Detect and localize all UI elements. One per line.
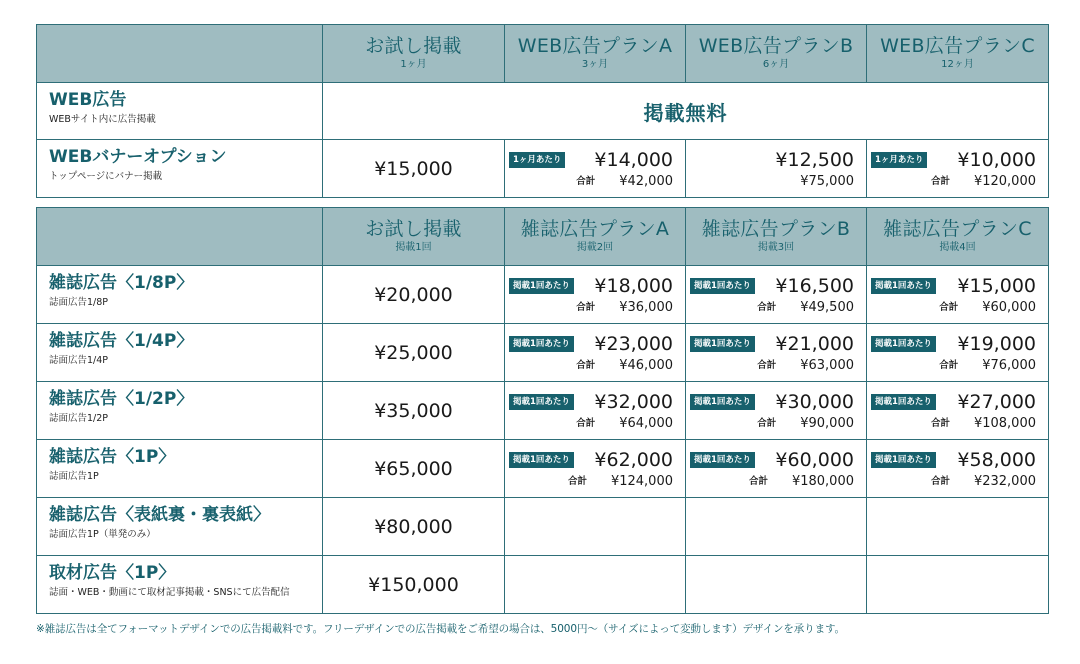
- row-title: 雑誌広告〈1/4P〉: [49, 331, 194, 351]
- plan-b-price-cell: [686, 266, 867, 324]
- header-trial: [323, 25, 505, 83]
- total-label: 合計: [939, 360, 959, 371]
- row-label: [37, 266, 323, 324]
- total-label: 合計: [576, 302, 596, 313]
- unit-price: ¥60,000: [775, 449, 854, 471]
- unit-price: ¥62,000: [594, 449, 673, 471]
- row-description: 誌面広告1P（単発のみ）: [49, 529, 156, 540]
- plan-b-price-cell: [686, 382, 867, 440]
- total-label: 合計: [930, 176, 950, 187]
- plan-c-price-cell: [867, 140, 1049, 198]
- row-description: 誌面広告1P: [49, 471, 99, 482]
- header-count: 掲載4回: [939, 242, 976, 253]
- total-price: ¥63,000: [800, 358, 854, 373]
- total-label: 合計: [576, 360, 596, 371]
- row-title: 雑誌広告〈1P〉: [49, 447, 176, 467]
- header-web-plan-c: [867, 25, 1049, 83]
- plan-c-price-cell: [867, 324, 1049, 382]
- unit-price: ¥58,000: [957, 449, 1036, 471]
- unit-price: ¥16,500: [775, 275, 854, 297]
- plan-c-price-cell: [867, 440, 1049, 498]
- table-row-magazine-1-8p: [37, 266, 1049, 324]
- header-count: 掲載2回: [576, 242, 614, 253]
- header-title: 雑誌広告プランB: [701, 218, 851, 240]
- table-row-magazine-cover: [37, 498, 1049, 556]
- header-title: WEB広告プランC: [880, 35, 1035, 57]
- row-label: [37, 556, 323, 614]
- unit-price: ¥32,000: [594, 391, 673, 413]
- total-price: ¥76,000: [982, 358, 1036, 373]
- table-row-magazine-1p: [37, 440, 1049, 498]
- row-title: WEBバナーオプション: [49, 147, 227, 167]
- unit-price: ¥12,500: [775, 149, 854, 171]
- row-label: [37, 498, 323, 556]
- header-title: 雑誌広告プランA: [520, 218, 670, 240]
- plan-b-price-cell: [686, 440, 867, 498]
- per-issue-badge: 掲載1回あたり: [690, 336, 755, 352]
- total-price: ¥64,000: [619, 416, 673, 431]
- unit-price: ¥30,000: [775, 391, 854, 413]
- header-duration: 12ヶ月: [941, 59, 974, 70]
- row-label: [37, 324, 323, 382]
- header-blank-cell: [37, 25, 323, 83]
- plan-a-price-cell: [505, 140, 686, 198]
- empty-cell: [867, 498, 1049, 556]
- header-blank-cell: [37, 208, 323, 266]
- plan-b-price-cell: [686, 324, 867, 382]
- total-price: ¥75,000: [800, 174, 854, 189]
- row-title: 雑誌広告〈1/8P〉: [49, 273, 194, 293]
- per-issue-badge: 掲載1回あたり: [509, 336, 574, 352]
- footnote: ※雑誌広告は全てフォーマットデザインでの広告掲載料です。フリーデザインでの広告掲載をご希望の場合は、5000円〜（サイズによって変動します）デザインを承ります。: [36, 623, 845, 635]
- total-price: ¥124,000: [610, 474, 673, 489]
- plan-a-price-cell: [505, 266, 686, 324]
- total-price: ¥49,500: [800, 300, 854, 315]
- total-label: 合計: [567, 476, 587, 487]
- row-description: トップページにバナー掲載: [49, 171, 163, 182]
- header-web-plan-a: [505, 25, 686, 83]
- total-label: 合計: [939, 302, 959, 313]
- table-row-interview-ad: [37, 556, 1049, 614]
- total-label: 合計: [576, 418, 596, 429]
- total-label: 合計: [576, 176, 596, 187]
- per-issue-badge: 掲載1回あたり: [690, 394, 755, 410]
- unit-price: ¥27,000: [957, 391, 1036, 413]
- plan-a-price-cell: [505, 440, 686, 498]
- total-price: ¥108,000: [973, 416, 1036, 431]
- plan-a-price-cell: [505, 382, 686, 440]
- plan-c-price-cell: [867, 382, 1049, 440]
- web-table-header-row: [37, 25, 1049, 83]
- header-magazine-plan-a: [505, 208, 686, 266]
- per-issue-badge: 掲載1回あたり: [509, 278, 574, 294]
- total-price: ¥36,000: [619, 300, 673, 315]
- total-label: 合計: [930, 418, 950, 429]
- empty-cell: [686, 556, 867, 614]
- row-label: [37, 440, 323, 498]
- header-duration: 1ヶ月: [400, 59, 427, 70]
- unit-price: ¥10,000: [957, 149, 1036, 171]
- per-issue-badge: 掲載1回あたり: [690, 278, 755, 294]
- row-title: 雑誌広告〈1/2P〉: [49, 389, 194, 409]
- empty-cell: [505, 498, 686, 556]
- header-duration: 6ヶ月: [762, 59, 790, 70]
- header-magazine-plan-b: [686, 208, 867, 266]
- header-web-plan-b: [686, 25, 867, 83]
- row-description: WEBサイト内に広告掲載: [49, 114, 156, 125]
- magazine-table-header-row: [37, 208, 1049, 266]
- trial-price: ¥80,000: [323, 498, 505, 556]
- total-label: 合計: [757, 418, 777, 429]
- header-title: WEB広告プランA: [517, 35, 673, 57]
- empty-cell: [505, 556, 686, 614]
- header-count: 掲載3回: [757, 242, 795, 253]
- unit-price: ¥21,000: [775, 333, 854, 355]
- unit-price: ¥23,000: [594, 333, 673, 355]
- per-issue-badge: 掲載1回あたり: [871, 394, 936, 410]
- header-title: お試し掲載: [365, 35, 462, 57]
- trial-price: ¥20,000: [323, 266, 505, 324]
- header-title: お試し掲載: [365, 218, 462, 240]
- per-issue-badge: 掲載1回あたり: [509, 394, 574, 410]
- empty-cell: [686, 498, 867, 556]
- row-title: 雑誌広告〈表紙裏・裏表紙〉: [49, 505, 270, 525]
- total-price: ¥90,000: [800, 416, 854, 431]
- table-row-web-ad: [37, 83, 1049, 140]
- row-label: [37, 140, 323, 198]
- header-trial: [323, 208, 505, 266]
- row-description: 誌面広告1/8P: [49, 297, 109, 308]
- total-price: ¥180,000: [791, 474, 854, 489]
- empty-cell: [867, 556, 1049, 614]
- total-price: ¥232,000: [973, 474, 1036, 489]
- plan-c-price-cell: [867, 266, 1049, 324]
- per-month-badge: 1ヶ月あたり: [509, 152, 565, 168]
- total-label: 合計: [930, 476, 950, 487]
- free-listing-cell: 掲載無料: [323, 83, 1049, 140]
- table-row-magazine-1-4p: [37, 324, 1049, 382]
- per-issue-badge: 掲載1回あたり: [871, 452, 936, 468]
- total-label: 合計: [757, 360, 777, 371]
- trial-price: ¥35,000: [323, 382, 505, 440]
- header-title: 雑誌広告プランC: [883, 218, 1032, 240]
- per-issue-badge: 掲載1回あたり: [871, 278, 936, 294]
- total-label: 合計: [748, 476, 768, 487]
- total-label: 合計: [757, 302, 777, 313]
- trial-price: ¥25,000: [323, 324, 505, 382]
- header-magazine-plan-c: [867, 208, 1049, 266]
- header-count: 掲載1回: [395, 242, 432, 253]
- row-title: WEB広告: [49, 90, 127, 110]
- per-issue-badge: 掲載1回あたり: [871, 336, 936, 352]
- row-title: 取材広告〈1P〉: [49, 563, 176, 583]
- row-label: [37, 83, 323, 140]
- unit-price: ¥19,000: [957, 333, 1036, 355]
- per-issue-badge: 掲載1回あたり: [690, 452, 755, 468]
- row-label: [37, 382, 323, 440]
- total-price: ¥120,000: [973, 174, 1036, 189]
- per-month-badge: 1ヶ月あたり: [871, 152, 927, 168]
- trial-price: ¥150,000: [323, 556, 505, 614]
- row-description: 誌面・WEB・動画にて取材記事掲載・SNSにて広告配信: [49, 587, 290, 598]
- web-ad-price-table: [36, 24, 1049, 198]
- table-row-web-banner: [37, 140, 1049, 198]
- trial-price: ¥15,000: [323, 140, 505, 198]
- trial-price: ¥65,000: [323, 440, 505, 498]
- per-issue-badge: 掲載1回あたり: [509, 452, 574, 468]
- row-description: 誌面広告1/4P: [49, 355, 109, 366]
- row-description: 誌面広告1/2P: [49, 413, 109, 424]
- header-title: WEB広告プランB: [698, 35, 854, 57]
- total-price: ¥42,000: [619, 174, 673, 189]
- total-price: ¥46,000: [619, 358, 673, 373]
- unit-price: ¥18,000: [594, 275, 673, 297]
- plan-a-price-cell: [505, 324, 686, 382]
- header-duration: 3ヶ月: [581, 59, 609, 70]
- unit-price: ¥15,000: [957, 275, 1036, 297]
- table-row-magazine-1-2p: [37, 382, 1049, 440]
- total-price: ¥60,000: [982, 300, 1036, 315]
- unit-price: ¥14,000: [594, 149, 673, 171]
- magazine-ad-price-table: [36, 207, 1049, 614]
- plan-b-price-cell: [686, 140, 867, 198]
